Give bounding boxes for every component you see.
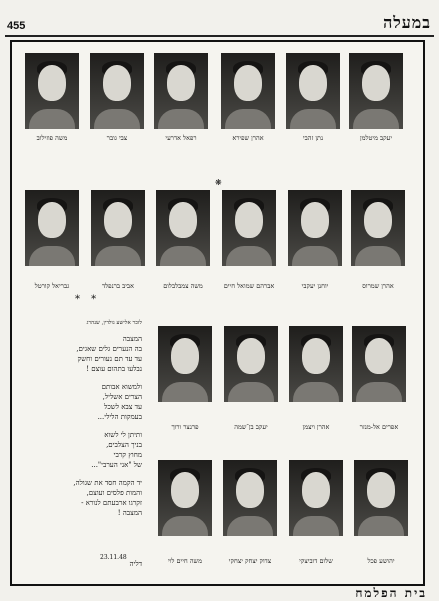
portrait-caption: משה צמבלבלום	[163, 282, 203, 290]
portrait-photo	[288, 190, 342, 266]
poem-line: עד עד תם נעורים וחשק	[77, 355, 142, 363]
portrait-photo	[352, 326, 406, 402]
poem-line: מחוץ קרבי	[113, 451, 142, 459]
poem-line: בניך הצלבים,	[106, 441, 142, 449]
poem-line: והמות פלסים ועוצם,	[86, 489, 142, 497]
poem-stanza	[48, 430, 142, 470]
poem-line: של "אני הערבי"...	[91, 461, 142, 469]
portrait-photo	[158, 460, 212, 536]
memorial-poem	[48, 318, 142, 526]
poem-date: 23.11.48	[100, 554, 127, 561]
portrait-caption: אהרן שמרוס	[362, 282, 394, 290]
portrait-caption: אפרים אל-מנזר	[359, 423, 399, 431]
poem-stanza	[48, 382, 142, 422]
portrait-photo	[289, 460, 343, 536]
poem-line: ותיתן לי לשוא	[104, 431, 142, 439]
portrait-caption: אהרן שפירא	[232, 134, 264, 142]
decorative-star-icon: ❋	[215, 178, 222, 187]
portrait-caption: יהושע פכל	[367, 557, 395, 565]
portrait-caption: אברהם שמואל חיים	[223, 282, 275, 290]
footer-title: בית הפלמח	[355, 586, 427, 600]
portrait-photo	[158, 326, 212, 402]
portrait-photo	[289, 326, 343, 402]
portrait-caption: משה חיים לוי	[167, 557, 203, 565]
portrait-caption: פרנצר ורוך	[171, 423, 199, 431]
poem-stanza	[48, 334, 142, 374]
portrait-caption: יעקב בן־שמה	[234, 423, 268, 431]
portrait-photo	[223, 460, 277, 536]
poem-line: הצרים אשליל,	[102, 393, 142, 401]
page-header	[0, 0, 439, 34]
portrait-caption: שלום דוביצקי	[299, 557, 333, 565]
poem-line: בעמקות הלילי...	[97, 413, 142, 421]
portrait-photo	[25, 190, 79, 266]
portrait-caption: נתן זהבי	[302, 134, 324, 142]
magazine-title: במעלה	[383, 13, 431, 32]
portrait-caption: צדוק יצחק יצחקי	[228, 557, 272, 565]
decorative-dots: * *	[75, 294, 101, 305]
poem-line: עד צבא לשכל	[104, 403, 142, 411]
portrait-photo	[90, 53, 144, 129]
portrait-photo	[156, 190, 210, 266]
portrait-photo	[351, 190, 405, 266]
poem-line: יד הקמה חסד את שגולה,	[73, 479, 142, 487]
page-number: 455	[7, 20, 26, 32]
header-rule	[5, 35, 434, 37]
poem-author: דליה	[129, 560, 142, 568]
portrait-caption: אהרן ויצמן	[302, 423, 330, 431]
portrait-caption: אביב ברנפלד	[102, 282, 134, 290]
portrait-photo	[224, 326, 278, 402]
poem-line: נבלעו בתהום עוצם !	[86, 365, 142, 373]
portrait-caption: רפאל אדרעי	[165, 134, 197, 142]
portrait-caption: צבי גובר	[106, 134, 128, 142]
poem-stanza	[48, 478, 142, 518]
poem-line: המצבה !	[117, 509, 142, 517]
poem-line: זקרגו ארבעתם לנורא -	[81, 499, 142, 507]
portrait-photo	[91, 190, 145, 266]
portrait-photo	[354, 460, 408, 536]
portrait-caption: יעקב מיטלמן	[359, 134, 393, 142]
portrait-photo	[222, 190, 276, 266]
portrait-photo	[349, 53, 403, 129]
poem-line: ולמשוא אבותם	[101, 383, 142, 391]
portrait-photo	[25, 53, 79, 129]
portrait-photo	[286, 53, 340, 129]
portrait-photo	[221, 53, 275, 129]
poem-line: בה הנערים גלים שאגים,	[76, 345, 142, 353]
portrait-photo	[154, 53, 208, 129]
portrait-caption: משה פוזילוב	[36, 134, 68, 142]
poem-line: המצבה	[122, 335, 142, 343]
portrait-caption: יוחנן יעקבי	[301, 282, 329, 290]
poem-dedication: לזכר אלישע גולדין, שנהרג	[86, 320, 142, 326]
portrait-caption: גבריאל קורטל	[34, 282, 70, 290]
